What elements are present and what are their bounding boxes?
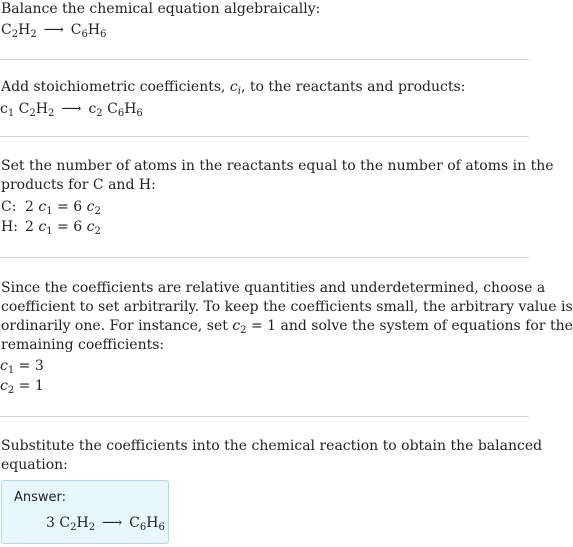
element-label: C: xyxy=(1,199,17,215)
coefficient-c2: $c_2$ xyxy=(88,101,103,119)
answer-label: Answer: xyxy=(14,490,67,505)
reactant-formula: $C_2H_2$ xyxy=(59,515,96,533)
product-formula: $C_6H_6$ xyxy=(70,22,107,40)
step1-intro: Balance the chemical equation algebraically: xyxy=(1,1,321,17)
step4-line3: ordinarily one. For instance, set $c_2 = 1$ and solve the system of equations for the xyxy=(1,318,573,336)
balanced-equation xyxy=(46,514,165,533)
element-label: H: xyxy=(1,219,18,235)
section-divider xyxy=(0,59,529,60)
step2-equation xyxy=(0,100,143,119)
step3-intro-line2: products for C and H: xyxy=(1,177,156,193)
reaction-arrow: ⟶ xyxy=(61,101,82,117)
reactant-formula: $C_2H_2$ xyxy=(1,22,37,40)
step2-intro: Add stoichiometric coefficients, $c_i$, to the reactants and products: xyxy=(1,79,466,97)
reactant-formula: $C_2H_2$ xyxy=(18,101,55,119)
atom-balance-row-h: H: 2 $c_1 = 6$ $c_2$ xyxy=(1,219,101,237)
coefficient-c1: $c_1$ xyxy=(0,101,15,119)
section-divider xyxy=(0,136,529,137)
reaction-arrow: ⟶ xyxy=(43,22,64,38)
solution-c1: $c_1 = 3$ xyxy=(0,358,44,376)
solution-c2: $c_2 = 1$ xyxy=(0,378,44,396)
step5-line1: Substitute the coefficients into the chemical reaction to obtain the balanced xyxy=(1,438,543,454)
section-divider xyxy=(0,416,529,417)
answer-box xyxy=(1,480,169,544)
reaction-arrow: ⟶ xyxy=(102,515,123,531)
step5-line2: equation: xyxy=(1,457,68,473)
step4-line1: Since the coefficients are relative quantities and underdetermined, choose a xyxy=(1,280,546,296)
step1-equation xyxy=(1,21,106,40)
step4-line2: coefficient to set arbitrarily. To keep the coefficients small, the arbitrary value is xyxy=(1,299,573,315)
step4-line4: remaining coefficients: xyxy=(1,337,165,353)
product-formula: $C_6H_6$ xyxy=(107,101,143,119)
step3-intro-line1: Set the number of atoms in the reactants equal to the number of atoms in the xyxy=(1,158,554,174)
answer-coefficient: 3 xyxy=(46,515,55,531)
product-formula: $C_6H_6$ xyxy=(129,515,165,533)
atom-balance-row-c: C: 2 $c_1 = 6$ $c_2$ xyxy=(1,199,101,217)
section-divider xyxy=(0,257,529,258)
